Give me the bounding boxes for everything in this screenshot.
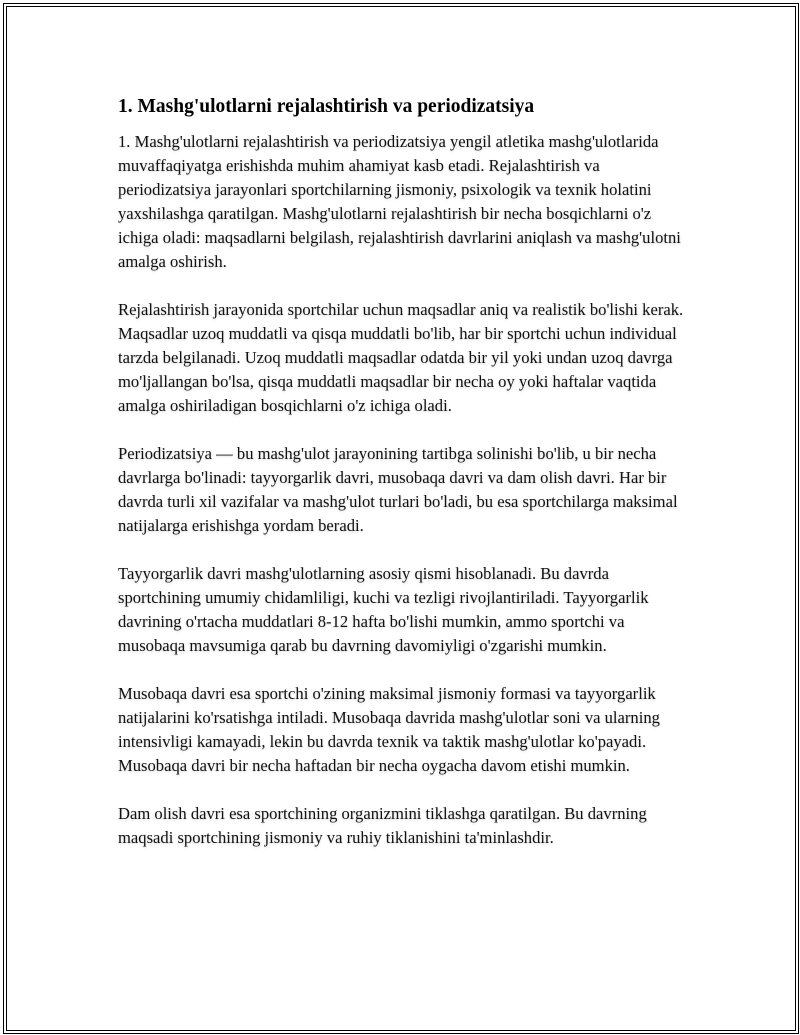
paragraph-competition-period: Musobaqa davri esa sportchi o'zining maksimal jismoniy formasi va tayyorgarlik natijalarini ko'rsatishga intiladi. Musobaqa davrida mashg'ulotlar soni va ularning intensivligi kamayadi, lekin bu davrda texnik va taktik mashg'ulotlar ko'payadi. Musobaqa davri bir necha haftadan bir necha oygacha davom etishi mumkin. — [118, 684, 660, 775]
paragraph-rest-period: Dam olish davri esa sportchining organizmini tiklashga qaratilgan. Bu davrning maqsadi sportchining jismoniy va ruhiy tiklanishini ta'minlashdir. — [118, 804, 647, 847]
paragraph-preparation-period: Tayyorgarlik davri mashg'ulotlarning asosiy qismi hisoblanadi. Bu davrda sportchining umumiy chidamliligi, kuchi va tezligi rivojlantiriladi. Tayyorgarlik davrining o'rtacha muddatlari 8-12 hafta bo'lishi mumkin, ammo sportchi va musobaqa mavsumiga qarab bu davrning davomiyligi o'zgarishi mumkin. — [118, 564, 649, 655]
section-heading: 1. Mashg'ulotlarni rejalashtirish va periodizatsiya — [118, 96, 535, 117]
paragraph-goals: Rejalashtirish jarayonida sportchilar uchun maqsadlar aniq va realistik bo'lishi kerak. Maqsadlar uzoq muddatli va qisqa muddatli bo'lib, har bir sportchi uchun individual tarzda belgilanadi. Uzoq muddatli maqsadlar odatda bir yil yoki undan uzoq davrga mo'ljallangan bo'lsa, qisqa muddatli maqsadlar bir necha oy yoki haftalar vaqtida amalga oshiriladigan bosqichlarni o'z ichiga oladi. — [118, 300, 684, 415]
paragraph-periodization: Periodizatsiya — bu mashg'ulot jarayonining tartibga solinishi bo'lib, u bir necha davrlarga bo'linadi: tayyorgarlik davri, musobaqa davri va dam olish davri. Har bir davrda turli xil vazifalar va mashg'ulot turlari bo'ladi, bu esa sportchilarga maksimal natijalarga erishishga yordam beradi. — [118, 444, 678, 535]
document-body — [118, 94, 688, 874]
paragraph-intro: 1. Mashg'ulotlarni rejalashtirish va periodizatsiya yengil atletika mashg'ulotlarida muvaffaqiyatga erishishda muhim ahamiyat kasb etadi. Rejalashtirish va periodizatsiya jarayonlari sportchilarning jismoniy, psixologik va texnik holatini yaxshilashga qaratilgan. Mashg'ulotlarni rejalashtirish bir necha bosqichlarni o'z ichiga oladi: maqsadlarni belgilash, rejalashtirish davrlarini aniqlash va mashg'ulotni amalga oshirish. — [118, 132, 681, 271]
